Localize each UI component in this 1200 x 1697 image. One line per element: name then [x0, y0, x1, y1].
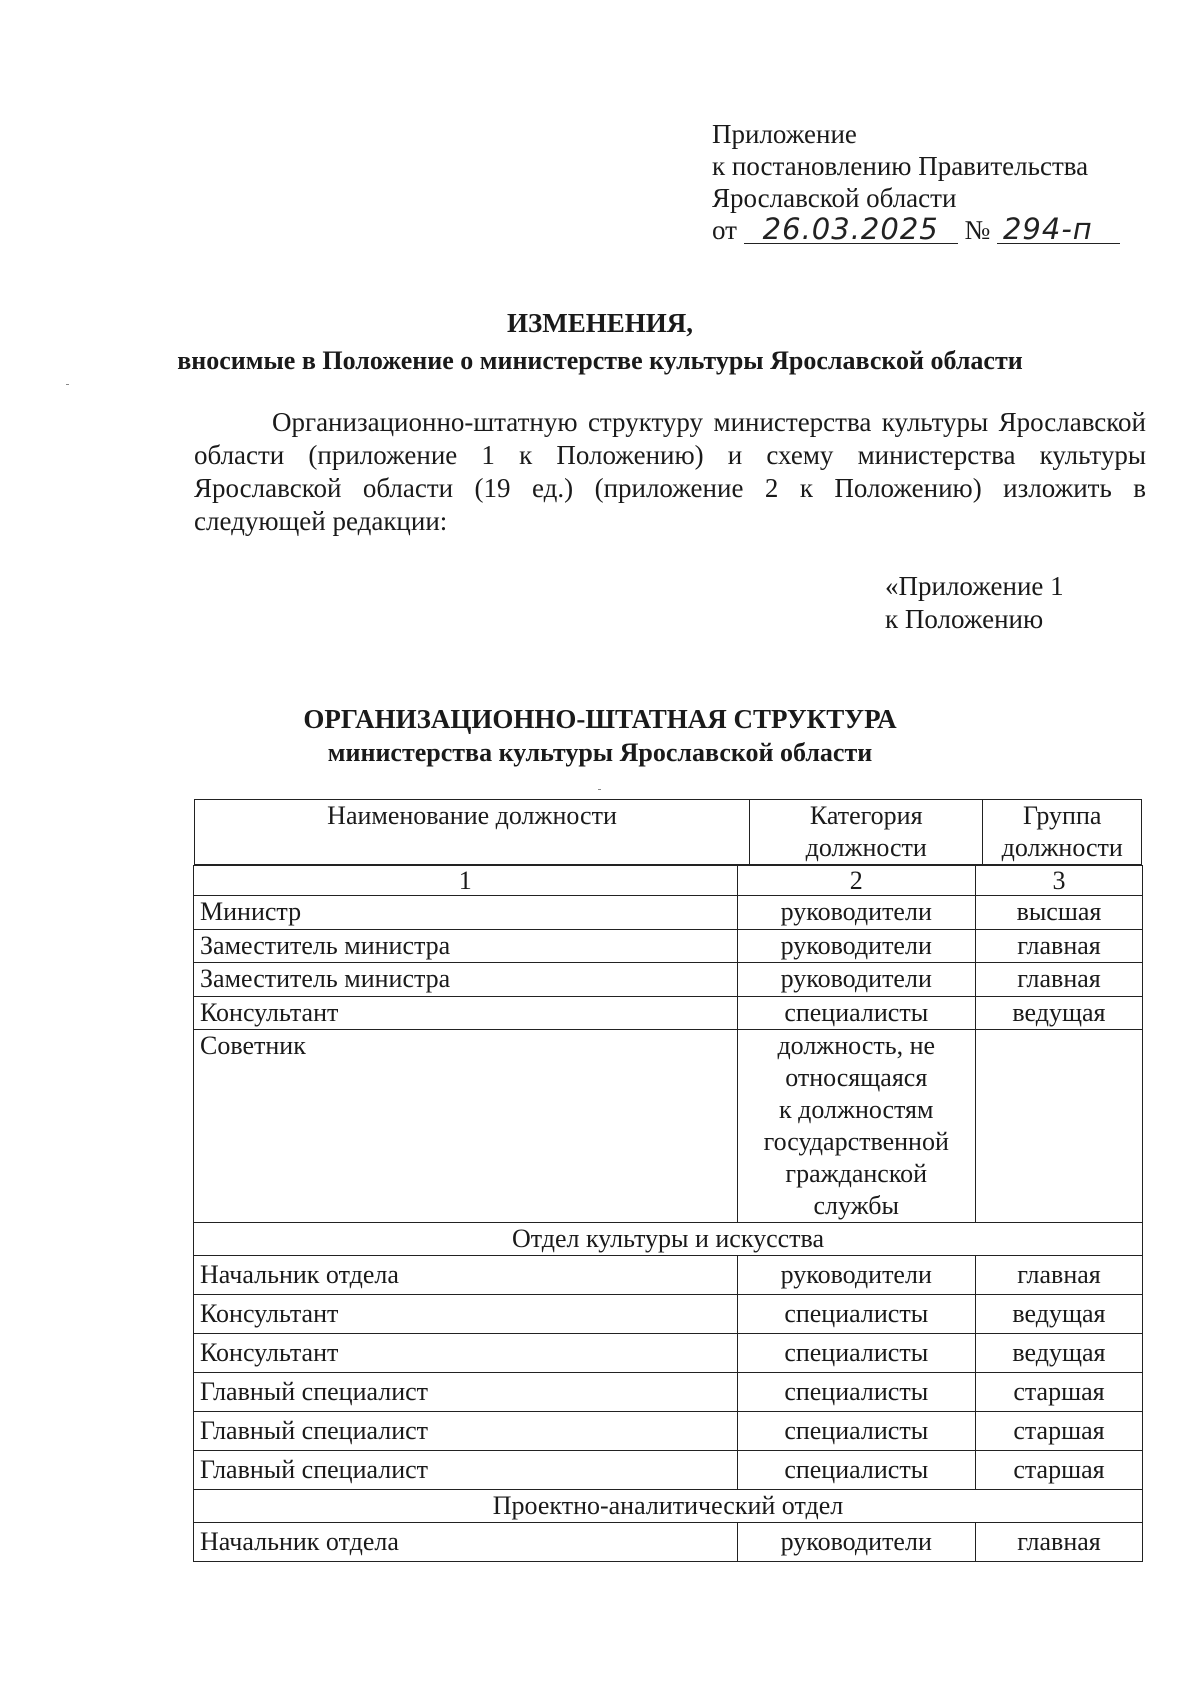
- position-group: главная: [975, 1256, 1142, 1295]
- position-group: ведущая: [975, 996, 1142, 1030]
- scan-speck: [598, 789, 601, 790]
- position-group: [975, 1030, 1142, 1223]
- position-group: главная: [975, 963, 1142, 997]
- table-row: [194, 896, 1143, 930]
- resolution-date: 26.03.2025: [744, 215, 958, 244]
- appendix-line-2: к постановлению Правительства: [712, 151, 1089, 181]
- position-group: главная: [975, 1523, 1142, 1562]
- position-name: Главный специалист: [194, 1373, 738, 1412]
- position-group: главная: [975, 929, 1142, 963]
- structure-subtitle: министерства культуры Ярославской области: [327, 738, 873, 767]
- category-line: относящаяся: [785, 1063, 928, 1092]
- header-category-line-2: должности: [805, 833, 927, 862]
- appendix-line-3: Ярославской области: [712, 183, 957, 213]
- category-line: к должностям: [778, 1095, 934, 1124]
- column-number: 1: [194, 866, 738, 896]
- column-number-row: [194, 866, 1143, 896]
- category-line: должность, не: [777, 1031, 936, 1060]
- table-row: [194, 963, 1143, 997]
- column-number: 2: [737, 866, 975, 896]
- resolution-number: 294-п: [997, 215, 1120, 244]
- document-title: ИЗМЕНЕНИЯ,: [506, 308, 693, 338]
- table-row: [194, 1334, 1143, 1373]
- position-category: специалисты: [737, 1451, 975, 1490]
- position-category: руководители: [737, 963, 975, 997]
- position-category: руководители: [737, 929, 975, 963]
- position-category: специалисты: [737, 1295, 975, 1334]
- position-name: Заместитель министра: [194, 963, 738, 997]
- attachment-line-2: к Положению: [885, 604, 1044, 634]
- position-category: специалисты: [737, 1373, 975, 1412]
- position-group: старшая: [975, 1451, 1142, 1490]
- table-row: [194, 1523, 1143, 1562]
- section-title: Отдел культуры и искусства: [194, 1223, 1143, 1256]
- table-header: [194, 799, 1142, 865]
- appendix-header: [712, 118, 1142, 246]
- position-name: Главный специалист: [194, 1451, 738, 1490]
- table-row: [194, 1451, 1143, 1490]
- header-group-line-1: Группа: [1023, 801, 1102, 830]
- position-category-multiline: [737, 1030, 975, 1223]
- table-row: [194, 1256, 1143, 1295]
- position-name: Начальник отдела: [194, 1256, 738, 1295]
- position-name: Консультант: [194, 1295, 738, 1334]
- position-name: Министр: [194, 896, 738, 930]
- position-group: ведущая: [975, 1295, 1142, 1334]
- position-category: руководители: [737, 896, 975, 930]
- position-name: Начальник отдела: [194, 1523, 738, 1562]
- number-label: №: [964, 215, 991, 245]
- category-line: службы: [813, 1191, 899, 1220]
- header-group-line-2: должности: [1001, 833, 1123, 862]
- position-group: ведущая: [975, 1334, 1142, 1373]
- position-category: специалисты: [737, 996, 975, 1030]
- position-name: Советник: [194, 1030, 738, 1223]
- section-row: [194, 1223, 1143, 1256]
- position-group: высшая: [975, 896, 1142, 930]
- table-row: [194, 996, 1143, 1030]
- from-label: от: [712, 215, 737, 245]
- structure-title: ОРГАНИЗАЦИОННО-ШТАТНАЯ СТРУКТУРА: [303, 704, 897, 734]
- header-category: [750, 800, 983, 865]
- position-category: руководители: [737, 1256, 975, 1295]
- table-row: [194, 929, 1143, 963]
- table-row: [194, 1412, 1143, 1451]
- position-name: Консультант: [194, 996, 738, 1030]
- header-position-name: Наименование должности: [195, 800, 750, 865]
- appendix-date-line: [712, 214, 1142, 246]
- position-category: специалисты: [737, 1412, 975, 1451]
- position-category: руководители: [737, 1523, 975, 1562]
- position-category: специалисты: [737, 1334, 975, 1373]
- staff-table: [193, 865, 1143, 1562]
- attachment-line-1: «Приложение 1: [885, 571, 1064, 601]
- table-header-row: [195, 800, 1142, 865]
- body-paragraph: Организационно-штатную структуру министерства культуры Ярославской области (приложение 1 к Положению) и схему министерства культуры Ярославской области (19 ед.) (приложение 2 к Положению) изложить в следующей редакции:: [194, 407, 1146, 536]
- section-title: Проектно-аналитический отдел: [194, 1490, 1143, 1523]
- position-name: Консультант: [194, 1334, 738, 1373]
- section-row: [194, 1490, 1143, 1523]
- column-number: 3: [975, 866, 1142, 896]
- appendix-line-1: Приложение: [712, 119, 857, 149]
- attachment-note: [885, 570, 1165, 636]
- position-group: старшая: [975, 1412, 1142, 1451]
- position-name: Главный специалист: [194, 1412, 738, 1451]
- position-group: старшая: [975, 1373, 1142, 1412]
- table-row: [194, 1373, 1143, 1412]
- category-line: гражданской: [785, 1159, 928, 1188]
- position-name: Заместитель министра: [194, 929, 738, 963]
- table-row: [194, 1295, 1143, 1334]
- table-row-advisor: [194, 1030, 1143, 1223]
- header-group: [983, 800, 1142, 865]
- document-subtitle: вносимые в Положение о министерстве культуры Ярославской области: [177, 346, 1023, 375]
- scan-speck: [66, 384, 69, 385]
- header-category-line-1: Категория: [809, 801, 923, 830]
- category-line: государственной: [763, 1127, 949, 1156]
